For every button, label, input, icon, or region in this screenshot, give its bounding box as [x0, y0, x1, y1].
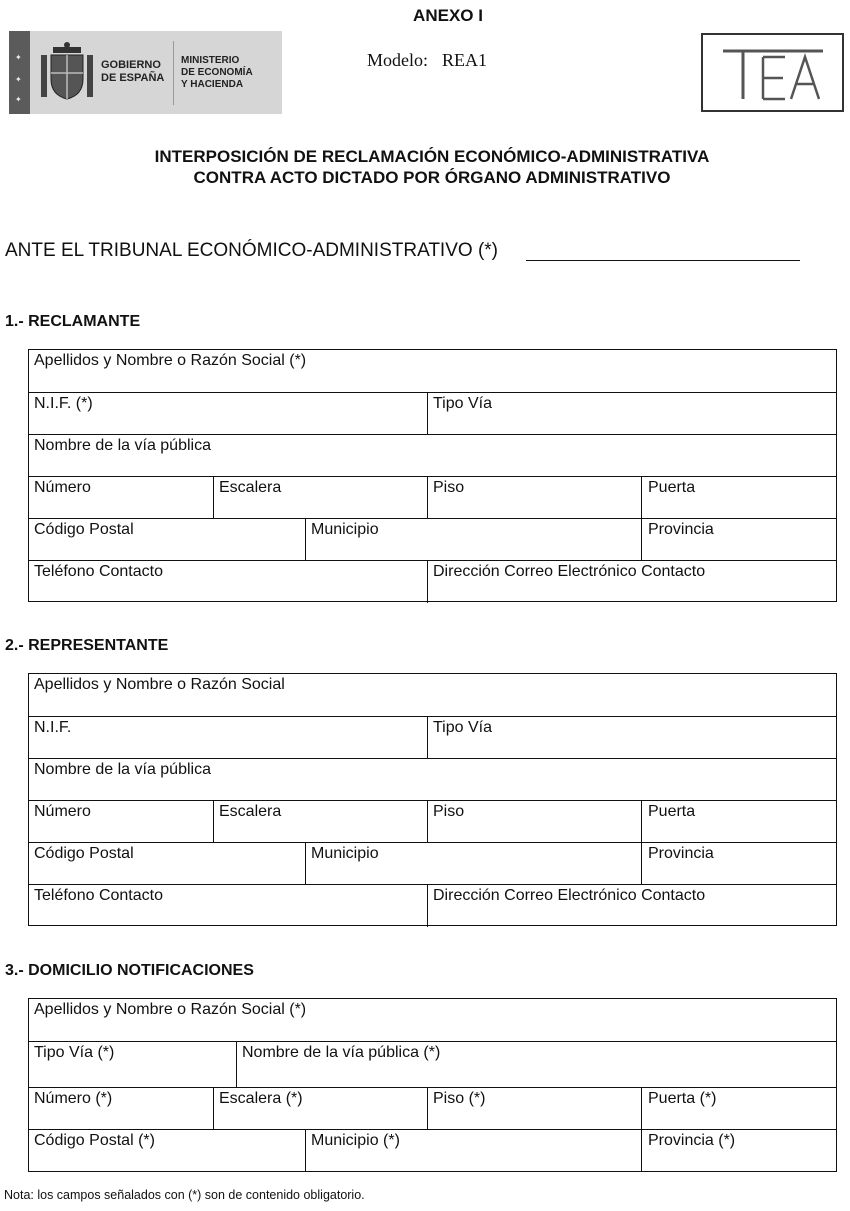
model-value: REA1 — [442, 50, 487, 70]
claimant-nif-row[interactable] — [29, 392, 836, 435]
claimant-street-row[interactable] — [29, 434, 836, 477]
notif-name-label: Apellidos y Nombre o Razón Social (*) — [34, 1001, 307, 1018]
claimant-door-label: Puerta — [648, 479, 696, 496]
ministry-logo-text: MINISTERIO DE ECONOMÍA Y HACIENDA — [181, 55, 253, 90]
rep-nif-row[interactable] — [29, 716, 836, 759]
form-title: INTERPOSICIÓN DE RECLAMACIÓN ECONÓMICO-ADMINISTRATIVA CONTRA ACTO DICTADO POR ÓRGANO ADMINISTRATIVO — [154, 147, 710, 187]
notif-city-label: Municipio (*) — [311, 1132, 400, 1149]
claimant-floor-label: Piso — [433, 479, 465, 496]
coat-of-arms-icon — [37, 41, 97, 105]
claimant-table — [28, 349, 837, 602]
claimant-postal-label: Código Postal — [34, 521, 134, 538]
notif-postal-label: Código Postal (*) — [34, 1132, 155, 1149]
claimant-province-label: Provincia — [648, 521, 714, 538]
notif-street-row[interactable] — [29, 1041, 836, 1088]
notif-province-label: Provincia (*) — [648, 1132, 736, 1149]
rep-street-label: Nombre de la vía pública — [34, 761, 211, 778]
claimant-nif-label: N.I.F. (*) — [34, 395, 93, 412]
representative-table — [28, 673, 837, 926]
government-logo — [9, 31, 282, 114]
tea-logo-icon — [703, 35, 842, 110]
claimant-street-label: Nombre de la vía pública — [34, 437, 211, 454]
claimant-city-label: Municipio — [311, 521, 379, 538]
rep-province-label: Provincia — [648, 845, 714, 862]
rep-via-type-label: Tipo Vía — [433, 719, 492, 736]
gov-logo-text: GOBIERNO DE ESPAÑA — [101, 59, 165, 84]
notifications-table — [28, 998, 837, 1172]
claimant-number-label: Número — [34, 479, 91, 496]
rep-postal-row[interactable] — [29, 842, 836, 885]
rep-email-label: Dirección Correo Electrónico Contacto — [433, 887, 706, 904]
rep-nif-label: N.I.F. — [34, 719, 72, 736]
notif-name-row[interactable] — [29, 999, 836, 1041]
annex-title: ANEXO I — [413, 6, 483, 25]
section-notifications-heading: 3.- DOMICILIO NOTIFICACIONES — [5, 962, 254, 979]
rep-name-row[interactable] — [29, 674, 836, 716]
mandatory-note: Nota: los campos señalados con (*) son de contenido obligatorio. — [4, 1188, 365, 1202]
rep-number-row[interactable] — [29, 800, 836, 843]
rep-phone-row[interactable] — [29, 884, 836, 927]
notif-stair-label: Escalera (*) — [219, 1090, 303, 1107]
claimant-phone-row[interactable] — [29, 560, 836, 603]
rep-stair-label: Escalera — [219, 803, 282, 820]
notif-door-label: Puerta (*) — [648, 1090, 717, 1107]
claimant-postal-row[interactable] — [29, 518, 836, 561]
notif-floor-label: Piso (*) — [433, 1090, 486, 1107]
rep-city-label: Municipio — [311, 845, 379, 862]
rep-street-row[interactable] — [29, 758, 836, 801]
rep-floor-label: Piso — [433, 803, 465, 820]
claimant-stair-label: Escalera — [219, 479, 282, 496]
notif-street-label: Nombre de la vía pública (*) — [242, 1044, 441, 1061]
claimant-name-row[interactable] — [29, 350, 836, 392]
tea-logo — [701, 33, 844, 112]
section-claimant-heading: 1.- RECLAMANTE — [5, 313, 141, 330]
tribunal-input-line[interactable] — [526, 260, 800, 261]
rep-name-label: Apellidos y Nombre o Razón Social — [34, 676, 285, 693]
claimant-email-label: Dirección Correo Electrónico Contacto — [433, 563, 706, 580]
rep-door-label: Puerta — [648, 803, 696, 820]
rep-number-label: Número — [34, 803, 91, 820]
claimant-phone-label: Teléfono Contacto — [34, 563, 163, 580]
notif-via-type-label: Tipo Vía (*) — [34, 1044, 115, 1061]
claimant-number-row[interactable] — [29, 476, 836, 519]
notif-number-label: Número (*) — [34, 1090, 113, 1107]
rep-phone-label: Teléfono Contacto — [34, 887, 163, 904]
notif-number-row[interactable] — [29, 1087, 836, 1130]
claimant-name-label: Apellidos y Nombre o Razón Social (*) — [34, 352, 307, 369]
claimant-via-type-label: Tipo Vía — [433, 395, 492, 412]
tribunal-label: ANTE EL TRIBUNAL ECONÓMICO-ADMINISTRATIVO (*) — [5, 240, 498, 261]
notif-postal-row[interactable] — [29, 1129, 836, 1172]
section-representative-heading: 2.- REPRESENTANTE — [5, 637, 169, 654]
flag-bar: ✦ ✦ ✦ — [9, 31, 30, 114]
model-label: Modelo: REA1 — [367, 50, 487, 70]
rep-postal-label: Código Postal — [34, 845, 134, 862]
